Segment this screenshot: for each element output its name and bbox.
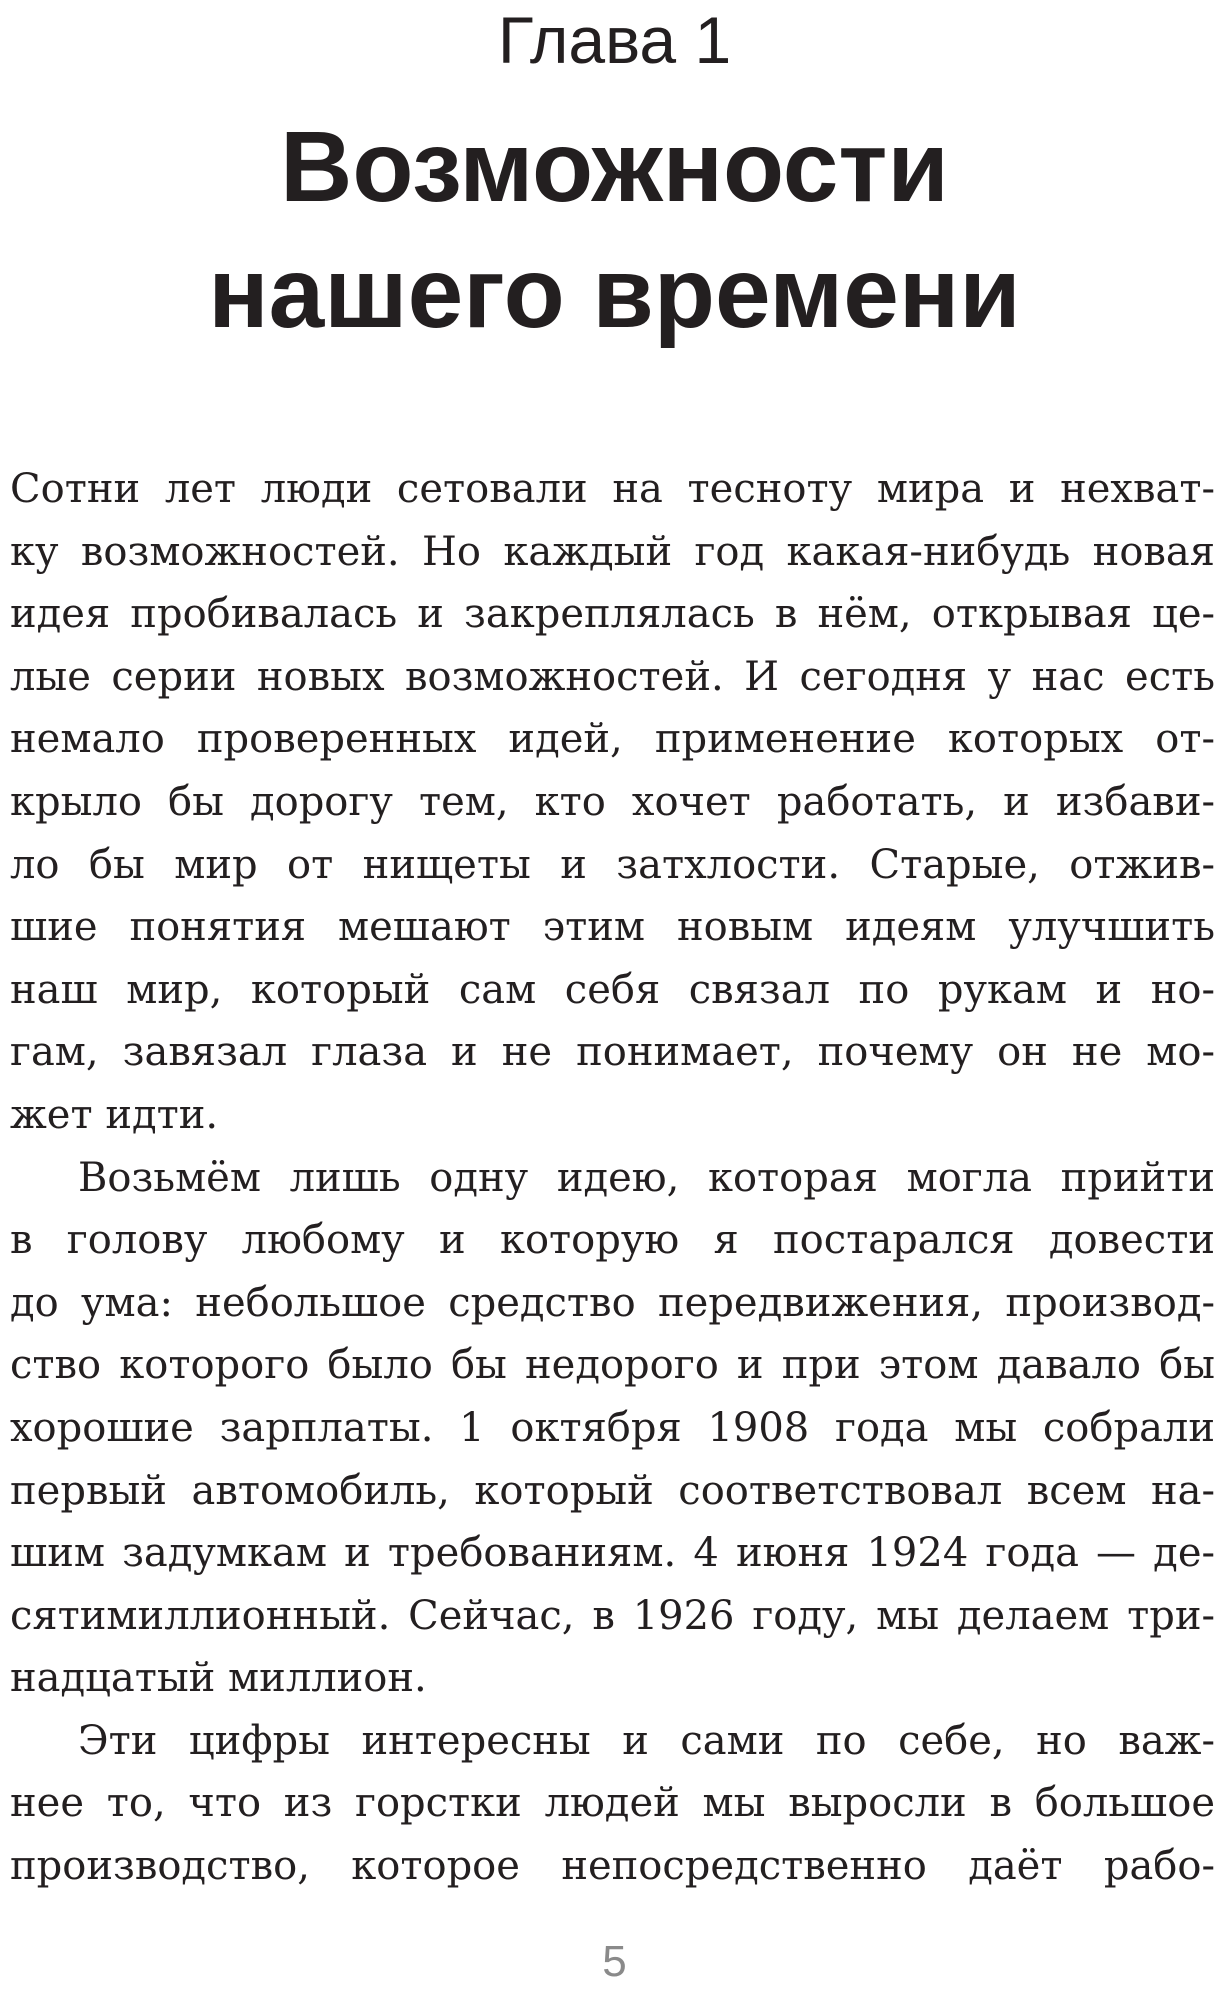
text-line: немало проверенных идей, применение которых от- xyxy=(10,716,1215,763)
text-line: первый автомобиль, который соответствовал всем на- xyxy=(10,1467,1215,1514)
text-line: Эти цифры интересны и сами по себе, но важ- xyxy=(78,1717,1215,1764)
text-line: гам, завязал глаза и не понимает, почему он не мо- xyxy=(10,1029,1215,1076)
text-line: шие понятия мешают этим новым идеям улучшить xyxy=(10,904,1215,951)
text-line: производство, которое непосредственно даёт рабо- xyxy=(10,1843,1215,1890)
text-line: шим задумкам и требованиям. 4 июня 1924 года — де- xyxy=(10,1530,1215,1577)
page-number: 5 xyxy=(602,1937,627,1986)
text-line: хорошие зарплаты. 1 октября 1908 года мы собрали xyxy=(10,1404,1215,1451)
chapter-title xyxy=(0,104,1229,356)
chapter-label: Глава 1 xyxy=(497,3,732,77)
text-line: ство которого было бы недорого и при этом давало бы xyxy=(10,1342,1215,1389)
chapter-title-line: Возможности xyxy=(280,111,949,223)
text-line: Возьмём лишь одну идею, которая могла прийти xyxy=(78,1154,1215,1201)
text-line: крыло бы дорогу тем, кто хочет работать, и избави- xyxy=(10,778,1215,825)
chapter-title-line: нашего времени xyxy=(208,237,1021,349)
paragraph xyxy=(10,1710,1215,1898)
text-line: наш мир, который сам себя связал по рукам и но- xyxy=(10,966,1215,1013)
text-line: в голову любому и которую я постарался довести xyxy=(10,1217,1215,1264)
text-line: до ума: небольшое средство передвижения, производ- xyxy=(10,1279,1215,1326)
text-line: идея пробивалась и закреплялась в нём, открывая це- xyxy=(10,591,1215,638)
text-line: ку возможностей. Но каждый год какая-нибудь новая xyxy=(10,528,1215,575)
paragraph xyxy=(10,458,1215,1147)
body-text xyxy=(10,458,1215,1898)
text-line: ло бы мир от нищеты и затхлости. Старые, отжив- xyxy=(10,841,1215,888)
text-line: сятимиллионный. Сейчас, в 1926 году, мы делаем три- xyxy=(10,1592,1215,1639)
text-line: лые серии новых возможностей. И сегодня у нас есть xyxy=(10,653,1215,700)
text-line: жет идти. xyxy=(10,1091,219,1138)
text-line: надцатый миллион. xyxy=(10,1655,427,1702)
text-line: Сотни лет люди сетовали на тесноту мира и нехват- xyxy=(10,466,1215,512)
paragraph xyxy=(10,1147,1215,1710)
text-line: нее то, что из горстки людей мы выросли в большое xyxy=(10,1780,1215,1827)
